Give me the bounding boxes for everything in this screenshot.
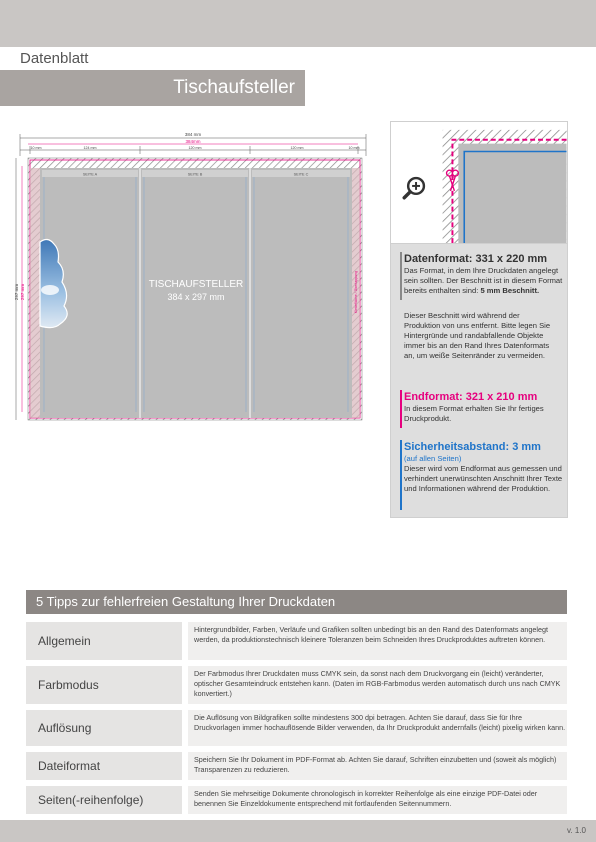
zoom-panel (458, 144, 566, 243)
tip-label-seiten: Seiten(-reihenfolge) (26, 786, 182, 814)
tip-label-dateiformat: Dateiformat (26, 752, 182, 780)
dim-label-4: 120 mm (290, 146, 304, 150)
page-title: Tischaufsteller (173, 77, 295, 98)
tip-label-allgemein: Allgemein (26, 622, 182, 660)
tip-text-farbmodus: Der Farbmodus Ihrer Druckdaten muss CMYK sein, da sonst nach dem Druckvorgang ein (leicht) veränderter, optischer Gesamteindruck entstehen kann. (Daten im RGB-Farbmodus werden automatisch durch uns nach CMYK konvertiert.) (188, 666, 567, 704)
beschnitt-section (404, 311, 554, 361)
tip-label-farbmodus: Farbmodus (26, 666, 182, 704)
footer-band (0, 820, 596, 842)
cloud-shape (41, 285, 59, 295)
top-band (0, 0, 596, 47)
panel-glue-left (30, 168, 40, 418)
dim-label-1: 10 mm (30, 146, 42, 150)
datenformat-bar (400, 252, 402, 300)
side-label-c: SEITE C (293, 172, 309, 177)
tip-text-aufloesung: Die Auflösung von Bildgrafiken sollte mindestens 300 dpi betragen. Achten Sie darauf, dass Sie für Ihre Druckvorlagen immer hochauflösende Bilder verwenden, da Ihr Druckprodukt andernfalls (leicht) pixelig wirken kann. (188, 710, 567, 746)
dim-height-2: 297 mm (20, 283, 25, 301)
tip-label-aufloesung: Auflösung (26, 710, 182, 746)
dim-height: 297 mm (14, 283, 19, 301)
sicherheit-text: Dieser wird vom Endformat aus gemessen und verhindert unerwünschten Anschnitt Ihrer Texte und Informationen während der Produktion. (404, 464, 563, 493)
datenblatt-tab: Datenblatt (10, 48, 119, 69)
sicherheit-title: Sicherheitsabstand: 3 mm (404, 441, 541, 453)
tips-header: 5 Tipps zur fehlerfreien Gestaltung Ihrer Druckdaten (26, 590, 567, 614)
endformat-section (404, 390, 562, 424)
beschnitt-text: Dieser Beschnitt wird während der Produktion von uns entfernt. Bitte legen Sie Hintergründe und randabfallende Objekte immer bis an den Rand Ihres Datenformats an, um weiße Seitenränder zu vermeiden. (404, 311, 551, 360)
technical-drawing (14, 130, 374, 430)
dim-total-width-2: 384mm (185, 139, 201, 144)
endformat-text: In diesem Format erhalten Sie Ihr fertiges Druckprodukt. (404, 404, 544, 423)
zoom-detail (390, 121, 568, 244)
side-label-b: SEITE B (187, 172, 203, 177)
datenformat-title: Datenformat: 331 x 220 mm (404, 253, 548, 265)
dim-label-2: 124 mm (83, 146, 97, 150)
drawing-center-size: 384 x 297 mm (167, 292, 225, 302)
dim-label-5: 10 mm (348, 146, 360, 150)
datenformat-bold: 5 mm Beschnitt. (480, 286, 540, 295)
endformat-bar (400, 390, 402, 428)
sicherheit-section (404, 440, 564, 494)
sicherheit-bar (400, 440, 402, 510)
title-bar (0, 70, 305, 106)
datenformat-text: Das Format, in dem Ihre Druckdaten angelegt sein sollten. Der Beschnitt ist in diesem Format bereits enthalten sind: (404, 266, 563, 295)
dim-label-3: 120 mm (188, 146, 202, 150)
side-label-a: SEITE A (82, 172, 98, 177)
drawing-center-title: TISCHAUFSTELLER (148, 279, 244, 290)
drawing-vertical-note: Klebefläche / Überlappung (354, 270, 358, 314)
endformat-title: Endformat: 321 x 210 mm (404, 391, 538, 403)
tip-text-dateiformat: Speichern Sie Ihr Dokument im PDF-Format ab. Achten Sie darauf, Schriften einzubetten und (soweit als möglich) Transparenzen zu reduzieren. (188, 752, 567, 780)
sicherheit-sub: (auf allen Seiten) (404, 454, 462, 463)
datenformat-section (404, 252, 564, 296)
version-label: v. 1.0 (567, 826, 586, 835)
magnifier-icon (404, 178, 424, 198)
tip-text-allgemein: Hintergrundbilder, Farben, Verläufe und Grafiken sollten unbedingt bis an den Rand des Datenformats angelegt werden, da produktionstechnisch kleinere Toleranzen beim Schneiden Ihres Druckproduktes auftreten können. (188, 622, 567, 660)
dim-total-width: 384 mm (184, 132, 202, 137)
tip-text-seiten: Senden Sie mehrseitige Dokumente chronologisch in korrekter Reihenfolge als eine einzige PDF-Datei oder benennen Sie Einzeldokumente entsprechend mit fortlaufenden Seitennummern. (188, 786, 567, 814)
